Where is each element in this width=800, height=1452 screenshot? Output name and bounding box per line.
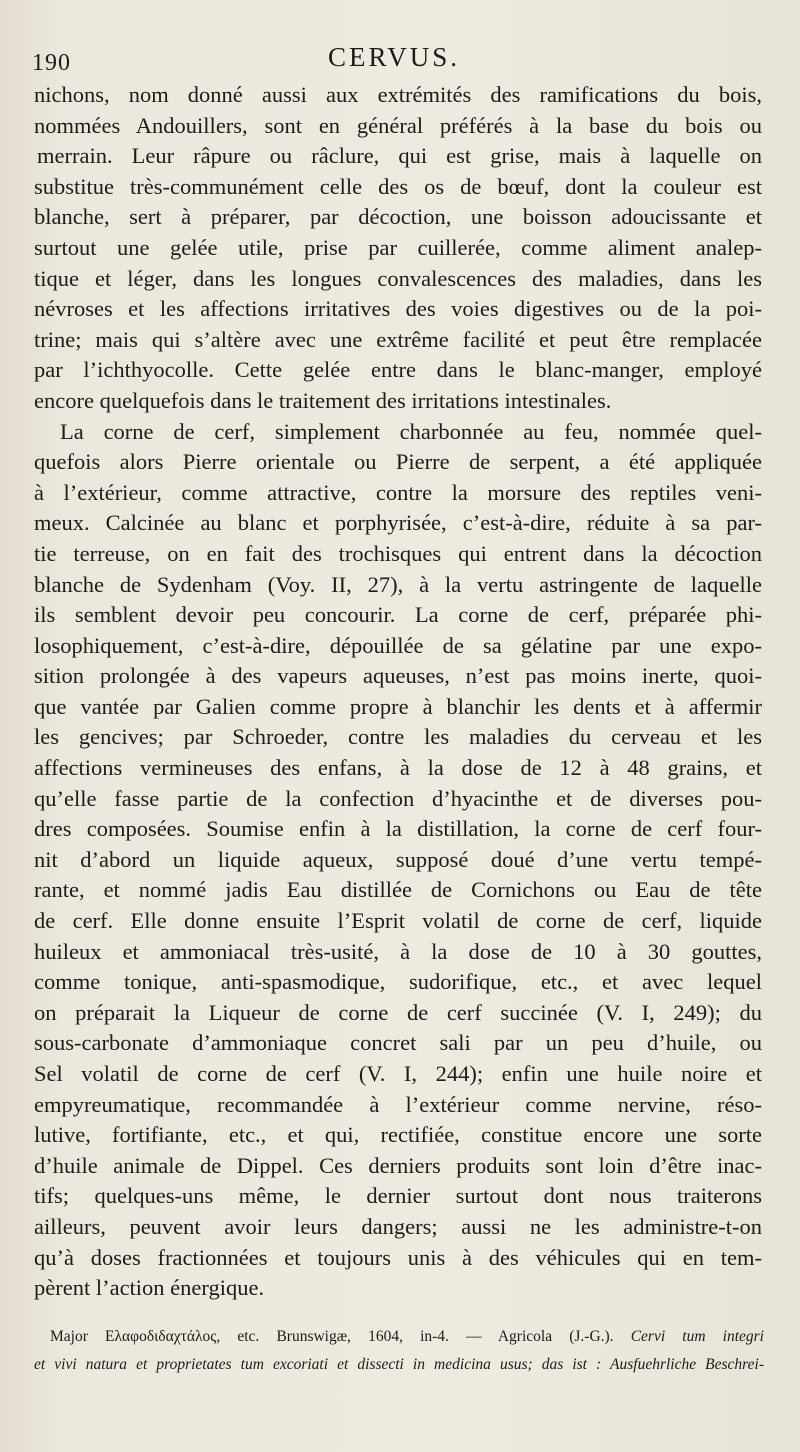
text-line: dres composées. Soumise enfin à la distillation, la corne de cerf four- [34, 816, 762, 842]
text-line: blanche de Sydenham (Voy. II, 27), à la vertu astringente de laquelle [34, 571, 762, 597]
note-line: et vivi natura et proprietates tum excoriati et dissecti in medicina usus; das ist : Ausfuehrliche Beschrei- [34, 1356, 764, 1373]
text-line: blanche, sert à préparer, par décoction, une boisson adoucissante et [34, 204, 762, 230]
text-line: lutive, fortifiante, etc., et qui, rectifiée, constitue encore une sorte [34, 1122, 762, 1148]
text-line: tique et léger, dans les longues convalescences des maladies, dans les [34, 265, 762, 291]
running-title: CERVUS. [327, 42, 461, 72]
text-line: encore quelquefois dans le traitement des irritations intestinales. [34, 387, 612, 413]
text-line: losophiquement, c’est-à-dire, dépouillée de sa gélatine par une expo- [34, 632, 762, 658]
body-text [34, 80, 762, 1304]
text-line: nommées Andouillers, sont en général préférés à la base du bois ou [34, 112, 762, 138]
page-header [28, 38, 760, 78]
text-line: par l’ichthyocolle. Cette gelée entre dans le blanc-manger, employé [34, 357, 762, 383]
text-line: quefois alors Pierre orientale ou Pierre de serpent, a été appliquée [34, 449, 762, 475]
text-line: Sel volatil de corne de cerf (V. I, 244); enfin une huile noire et [34, 1061, 762, 1086]
text-line: nichons, nom donné aussi aux extrémités des ramifications du bois, [34, 82, 762, 107]
text-line: substitue très-communément celle des os de bœuf, dont la couleur est [34, 173, 762, 199]
note-text: Major Ελαφοδιδαχτάλος, etc. Brunswigæ, 1604, in-4. — Agricola (J.-G.). [50, 1328, 631, 1345]
text-line: rante, et nommé jadis Eau distillée de Cornichons ou Eau de tête [34, 877, 762, 903]
text-line: comme tonique, anti-spasmodique, sudorifique, etc., et avec lequel [34, 969, 762, 995]
text-line: La corne de cerf, simplement charbonnée au feu, nommée quel- [60, 418, 762, 444]
text-line: que vantée par Galien comme propre à blanchir les dents et à affermir [34, 693, 762, 719]
text-line: qu’à doses fractionnées et toujours unis à des véhicules qui en tem- [34, 1244, 762, 1270]
text-line: de cerf. Elle donne ensuite l’Esprit volatil de corne de cerf, liquide [34, 908, 762, 934]
text-line: sition prolongée à des vapeurs aqueuses, n’est pas moins inerte, quoi- [34, 663, 762, 689]
page-number: 190 [32, 50, 71, 76]
text-line: à l’extérieur, comme attractive, contre la morsure des reptiles veni- [34, 479, 762, 505]
text-line: ils semblent devoir peu concourir. La corne de cerf, préparée phi- [34, 602, 762, 628]
text-line: affections vermineuses des enfans, à la dose de 12 à 48 grains, et [34, 755, 762, 781]
text-line: tifs; quelques-uns même, le dernier surtout dont nous traiterons [34, 1183, 762, 1209]
text-line: merrain. Leur râpure ou râclure, qui est grise, mais à laquelle on [37, 143, 762, 169]
text-line: trine; mais qui s’altère avec une extrême facilité et peut être remplacée [34, 326, 762, 352]
text-line: d’huile animale de Dippel. Ces derniers produits sont loin d’être inac- [34, 1152, 762, 1178]
note-line [34, 1323, 764, 1351]
text-line: empyreumatique, recommandée à l’extérieur comme nervine, réso- [34, 1091, 762, 1117]
text-line: tie terreuse, on en fait des trochisques qui entrent dans la décoction [34, 540, 762, 566]
note-text-italic: Cervi tum integri [630, 1328, 764, 1345]
text-line: les gencives; par Schroeder, contre les maladies du cerveau et les [34, 724, 762, 750]
text-line: surtout une gelée utile, prise par cuillerée, comme aliment analep- [34, 234, 762, 260]
text-line: névroses et les affections irritatives des voies digestives ou de la poi- [34, 296, 762, 322]
text-line: ailleurs, peuvent avoir leurs dangers; aussi ne les administre-t-on [34, 1213, 762, 1239]
text-line: qu’elle fasse partie de la confection d’hyacinthe et de diverses pou- [34, 785, 762, 811]
text-line: meux. Calcinée au blanc et porphyrisée, c’est-à-dire, réduite à sa par- [34, 510, 762, 536]
text-line: nit d’abord un liquide aqueux, supposé doué d’une vertu tempé- [34, 846, 762, 872]
text-line: on préparait la Liqueur de corne de cerf succinée (V. I, 249); du [34, 999, 762, 1025]
text-line: sous-carbonate d’ammoniaque concret sali par un peu d’huile, ou [34, 1030, 762, 1056]
text-line: pèrent l’action énergique. [34, 1275, 265, 1301]
text-line: huileux et ammoniacal très-usité, à la dose de 10 à 30 gouttes, [34, 938, 762, 964]
bibliographic-notes [34, 1323, 764, 1379]
